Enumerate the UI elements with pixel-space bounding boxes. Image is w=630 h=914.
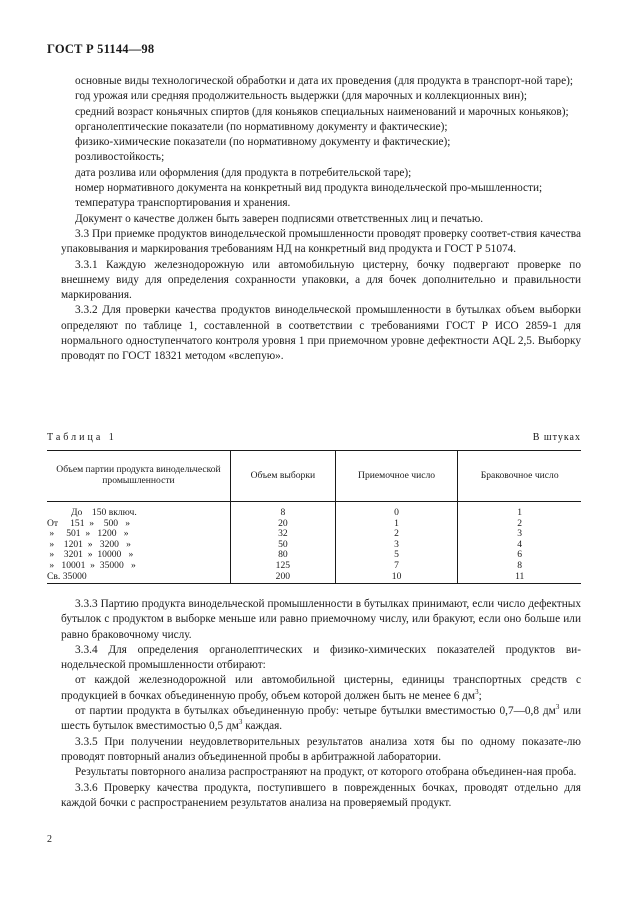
clause-3-3: 3.3 При приемке продуктов винодельческой промышленности проводят проверку соответ-ствия качества упаковывания и маркирования требованиям НД на конкретный вид продукта и ГОСТ Р 51074. <box>61 227 581 256</box>
paragraph-tank-sample <box>61 673 581 704</box>
cell-accept: 2 <box>335 529 458 540</box>
text: каждая. <box>242 720 283 733</box>
cell-sample: 125 <box>231 561 336 572</box>
paragraph: дата розлива или оформления (для продукта в потребительской таре); <box>75 166 412 179</box>
text: от каждой железнодорожной или автомобильной цистерны, единицы транспортных средств с продукцией в бочках объединенную пробу, объем которой должен быть не менее 6 дм <box>61 674 581 702</box>
clause-3-3-6: 3.3.6 Проверку качества продукта, поступившего в поврежденных бочках, проводят отдельно для каждой бочки с распространением результатов анализа на проверяемый продукт. <box>61 781 581 809</box>
cell-accept: 0 <box>335 502 458 519</box>
paragraph: розливостойкость; <box>75 151 165 164</box>
paragraph-bottle-sample <box>61 704 581 735</box>
paragraph: год урожая или средняя продолжительность выдержки (для марочных и коллекционных вин); <box>75 90 528 103</box>
clause-3-3-3: 3.3.3 Партию продукта винодельческой промышленности в бутылках принимают, если число дефектных бутылок с продуктом в выборке меньше или равно приемочному числу, или бракуют, если оно больше или равно браковочному числу. <box>61 598 581 641</box>
cell-lot: От 151 » 500 » <box>47 517 131 529</box>
cell-sample: 20 <box>231 519 336 530</box>
clause-3-3-2: 3.3.2 Для проверки качества продуктов винодельческой промышленности в бутылках объем выборки определяют по таблице 1, составленной в соответствии с требованиями ГОСТ Р ИСО 2859-1 для нормального одноступенчатого контроля уровня 1 при приемочном уровне дефектности AQL 2,5. Выборку проводят по ГОСТ 18321 методом «вслепую». <box>61 304 581 363</box>
table-header-row <box>47 451 581 502</box>
body-text-top <box>61 74 581 365</box>
sampling-table <box>47 450 581 584</box>
cell-lot: » 3201 » 10000 » <box>47 549 134 561</box>
page-number: 2 <box>47 834 52 845</box>
body-text-bottom <box>61 597 581 811</box>
cell-accept: 10 <box>335 572 458 584</box>
superscript: 3 <box>475 688 479 697</box>
table-caption <box>47 432 581 443</box>
cell-reject: 3 <box>458 529 581 540</box>
cell-accept: 7 <box>335 561 458 572</box>
paragraph: средний возраст коньячных спиртов (для коньяков специальных наименований и марочных коньяков); <box>75 105 569 118</box>
text: ; <box>478 689 482 702</box>
text: или шесть бутылок вместимостью 0,5 дм <box>61 705 581 733</box>
clause-3-3-1: 3.3.1 Каждую железнодорожную или автомобильную цистерну, бочку подвергают проверке по внешнему виду для определения сохранности упаковки, а для бочек дополнительно и правильности маркирования. <box>61 258 581 302</box>
header-sample-size: Объем выборки <box>231 451 336 502</box>
cell-accept: 3 <box>335 540 458 551</box>
cell-sample: 32 <box>231 529 336 540</box>
paragraph: номер нормативного документа на конкретный вид продукта винодельческой про-мышленности; <box>75 182 543 195</box>
cell-sample: 8 <box>231 502 336 519</box>
cell-lot: » 501 » 1200 » <box>47 528 129 540</box>
header-rejection-number: Браковочное число <box>458 451 581 502</box>
cell-sample: 200 <box>231 572 336 584</box>
cell-sample: 80 <box>231 550 336 561</box>
cell-reject: 2 <box>458 519 581 530</box>
clause-3-3-5: 3.3.5 При получении неудовлетворительных результатов анализа хотя бы по одному показате-лю проводят повторный анализ объединенной пробы в арбитражной лаборатории. <box>61 735 581 763</box>
cell-sample: 50 <box>231 540 336 551</box>
table-title: Таблица 1 <box>47 432 117 443</box>
document-header: ГОСТ Р 51144—98 <box>47 42 155 56</box>
clause-3-3-4: 3.3.4 Для определения органолептических и физико-химических показателей продуктов ви-нодельческой промышленности отбирают: <box>61 643 581 672</box>
paragraph: Документ о качестве должен быть заверен подписями ответственных лиц и печатью. <box>75 212 484 225</box>
text: от партии продукта в бутылках объединенную пробу: четыре бутылки вместимостью 0,7—0,8 дм <box>75 705 556 718</box>
superscript: 3 <box>238 718 243 727</box>
paragraph: Результаты повторного анализа распространяют на продукт, от которого отобрана объединен-ная проба. <box>75 766 577 779</box>
cell-lot: Св. 35000 <box>47 572 231 584</box>
cell-reject: 6 <box>458 550 581 561</box>
cell-accept: 5 <box>335 550 458 561</box>
header-lot-size: Объем партии продукта винодельческой промышленности <box>47 451 231 502</box>
cell-lot: » 10001 » 35000 » <box>47 559 136 571</box>
cell-reject: 11 <box>458 572 581 584</box>
table-row <box>47 502 581 519</box>
cell-reject: 4 <box>458 540 581 551</box>
paragraph: органолептические показатели (по нормативному документу и фактические); <box>75 120 448 133</box>
cell-reject: 8 <box>458 561 581 572</box>
cell-accept: 1 <box>335 519 458 530</box>
header-acceptance-number: Приемочное число <box>335 451 458 502</box>
table-unit: В штуках <box>532 432 581 443</box>
table-row <box>47 572 581 584</box>
paragraph: основные виды технологической обработки и дата их проведения (для продукта в транспорт-ной таре); <box>75 75 573 87</box>
cell-lot: » 1201 » 3200 » <box>47 538 131 550</box>
superscript: 3 <box>555 703 560 712</box>
paragraph: физико-химические показатели (по нормативному документу и фактические); <box>75 136 451 149</box>
paragraph: температура транспортирования и хранения. <box>75 197 291 210</box>
cell-reject: 1 <box>458 502 581 519</box>
table-row <box>47 561 581 572</box>
cell-lot: До 150 включ. <box>47 507 137 518</box>
